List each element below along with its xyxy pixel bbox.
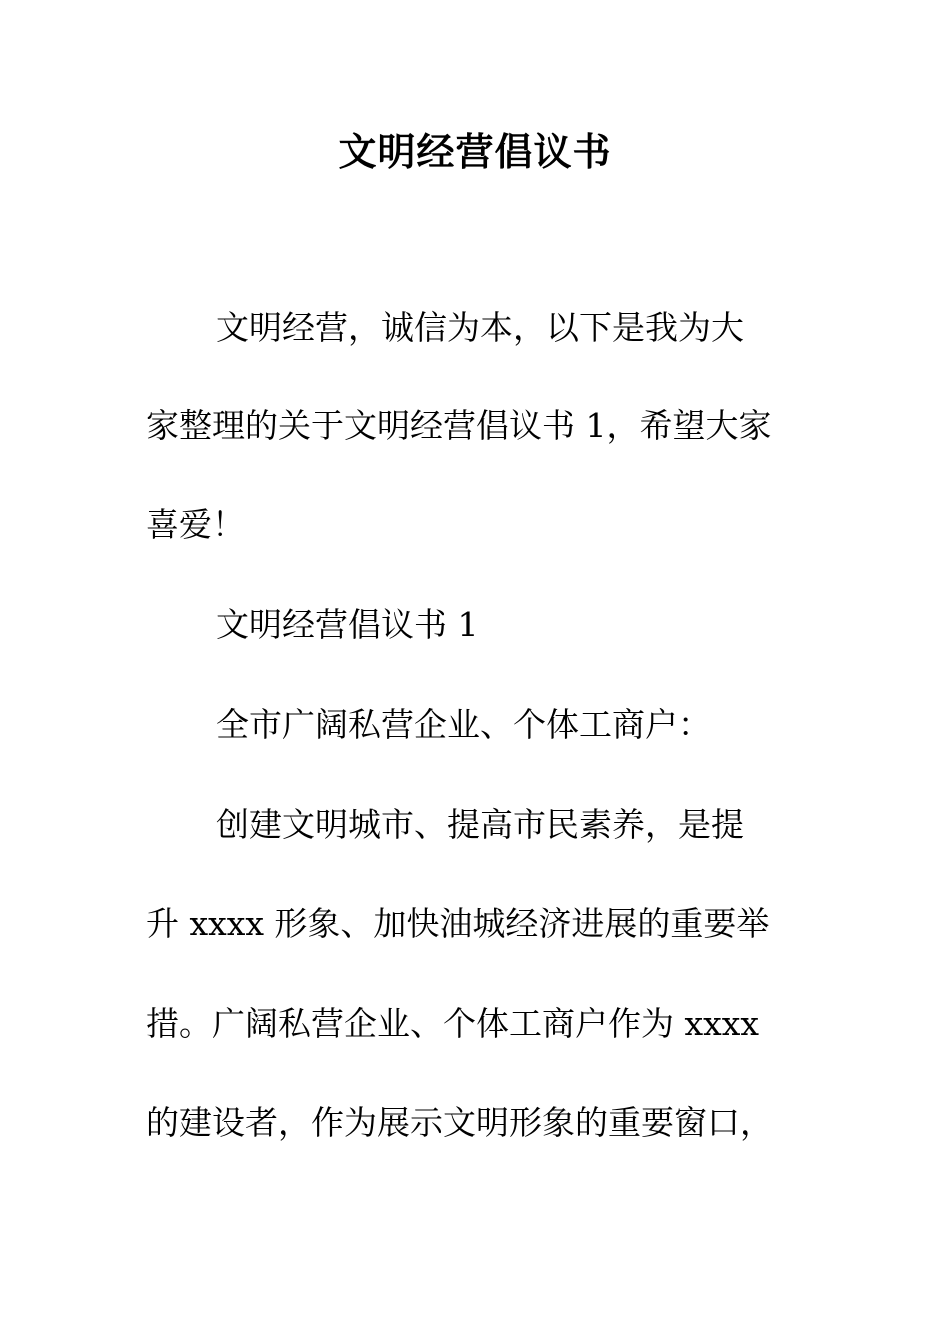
- paragraph-line: 文明经营，诚信为本，以下是我为大: [216, 308, 744, 347]
- paragraph-line: 创建文明城市、提高市民素养，是提: [216, 805, 744, 844]
- paragraph-line: 喜爱！: [146, 505, 245, 544]
- paragraph-line: 升 xxxx 形象、加快油城经济进展的重要举: [146, 904, 770, 943]
- salutation-line: 全市广阔私营企业、个体工商户：: [216, 705, 711, 744]
- paragraph-line: 措。广阔私营企业、个体工商户作为 xxxx: [146, 1004, 759, 1043]
- document-title: 文明经营倡议书: [338, 129, 612, 174]
- section-heading: 文明经营倡议书 1: [216, 605, 479, 644]
- paragraph-line: 的建设者，作为展示文明形象的重要窗口，: [146, 1103, 773, 1142]
- paragraph-line: 家整理的关于文明经营倡议书 1，希望大家: [146, 406, 772, 445]
